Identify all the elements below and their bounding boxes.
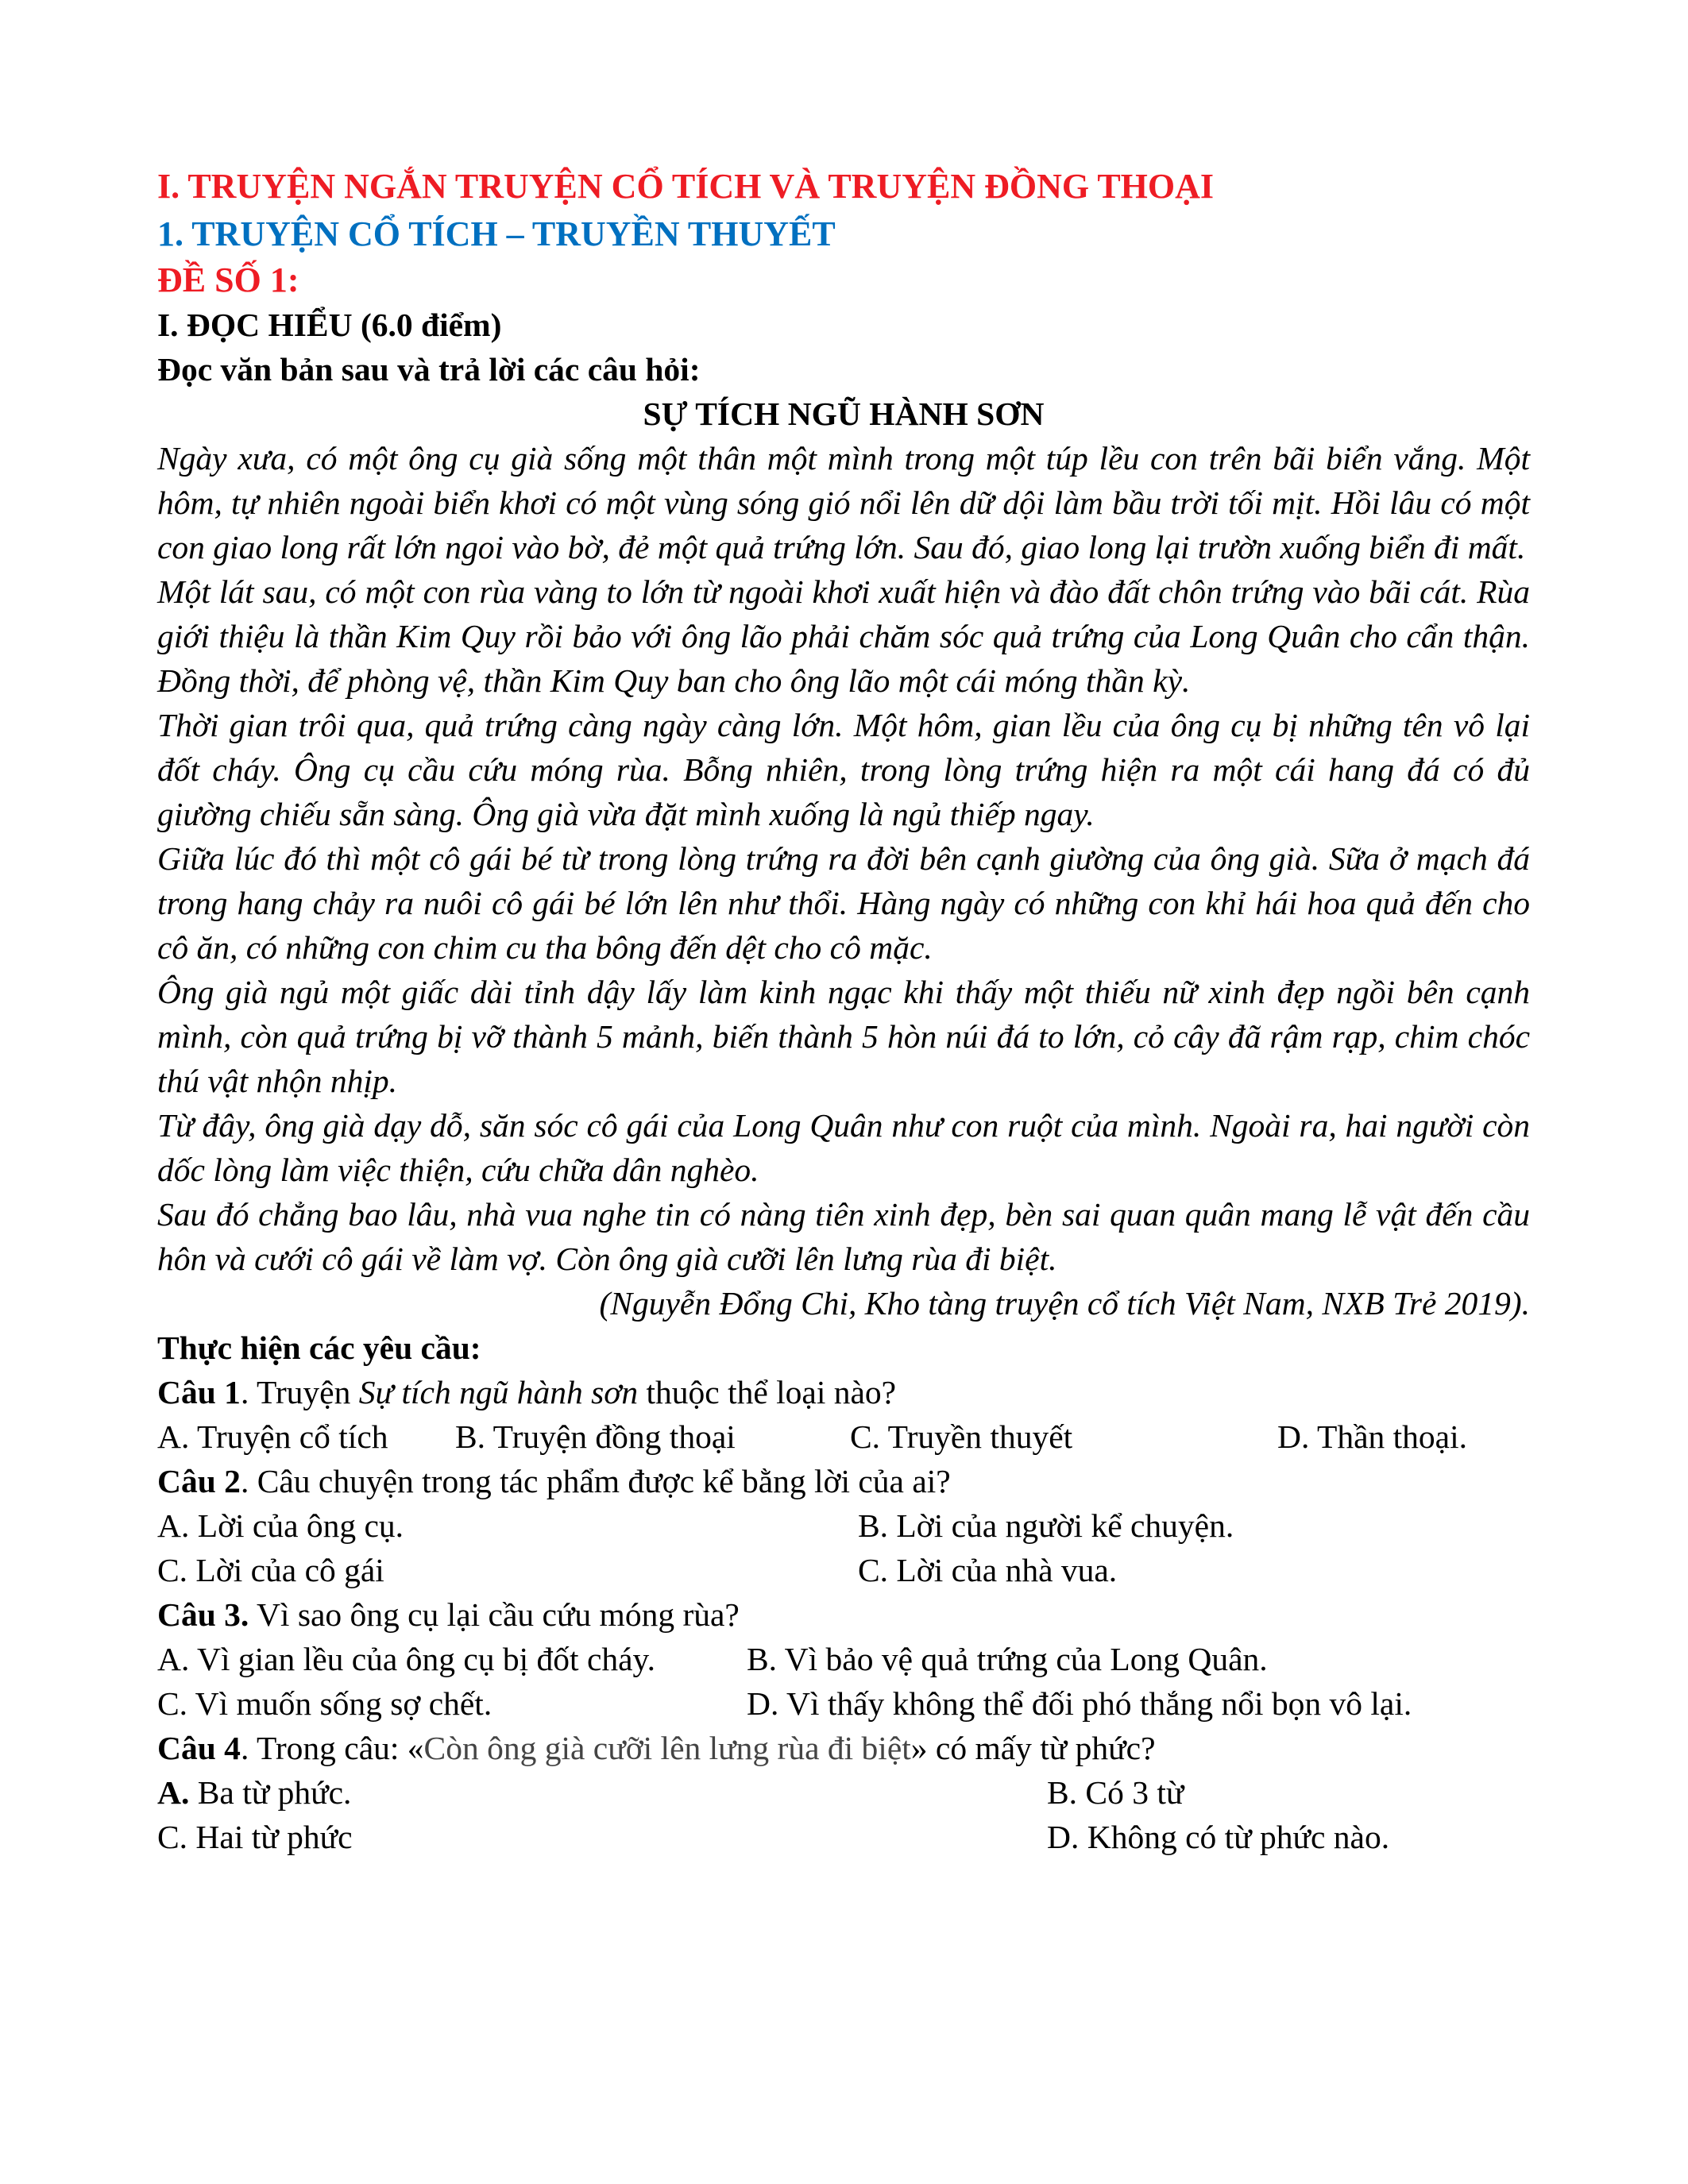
story-source: (Nguyễn Đổng Chi, Kho tàng truyện cổ tích Việt Nam, NXB Trẻ 2019).	[599, 1285, 1530, 1322]
question-label: Câu 4	[157, 1730, 241, 1766]
question-2-options-row-1	[157, 1503, 1530, 1548]
option-a-letter: A.	[157, 1774, 190, 1811]
question-3	[157, 1592, 1530, 1637]
part-heading: I. ĐỌC HIỂU (6.0 điểm)	[157, 307, 502, 343]
document-page	[157, 163, 1530, 1859]
question-label: Câu 2	[157, 1463, 241, 1499]
option-a[interactable]	[157, 1770, 351, 1815]
subsection-title: 1. TRUYỆN CỔ TÍCH – TRUYỀN THUYẾT	[157, 214, 836, 253]
story-paragraph: Thời gian trôi qua, quả trứng càng ngày càng lớn. Một hôm, gian lều của ông cụ bị những tên vô lại đốt cháy. Ông cụ cầu cứu móng rùa. Bỗng nhiên, trong lòng trứng hiện ra một cái hang đá có đủ giường chiếu sẵn sàng. Ông già vừa đặt mình xuống là ngủ thiếp ngay.	[157, 707, 1530, 832]
question-text: . Truyện	[240, 1374, 359, 1410]
option-c[interactable]: C. Truyền thuyết	[850, 1418, 1073, 1455]
story-paragraph: Từ đây, ông già dạy dỗ, săn sóc cô gái của Long Quân như con ruột của mình. Ngoài ra, hai người còn dốc lòng làm việc thiện, cứu chữa dân nghèo.	[157, 1107, 1530, 1188]
section-title: I. TRUYỆN NGẮN TRUYỆN CỔ TÍCH VÀ TRUYỆN ĐỒNG THOẠI	[157, 167, 1215, 206]
instruction: Đọc văn bản sau và trả lời các câu hỏi:	[157, 351, 701, 388]
question-text: Vì sao ông cụ lại cầu cứu móng rùa?	[249, 1596, 740, 1633]
question-4-options-row-1	[157, 1770, 1530, 1815]
question-text-italic: Sự tích ngũ hành sơn	[358, 1374, 639, 1410]
question-text: thuộc thể loại nào?	[638, 1374, 897, 1410]
option-b[interactable]: B. Có 3 từ	[1047, 1774, 1184, 1811]
option-a[interactable]: A. Lời của ông cụ.	[157, 1507, 404, 1544]
question-text: . Câu chuyện trong tác phẩm được kể bằng lời của ai?	[240, 1463, 951, 1499]
option-b[interactable]: B. Lời của người kể chuyện.	[858, 1507, 1234, 1544]
question-1	[157, 1370, 1530, 1414]
story-paragraph: Giữa lúc đó thì một cô gái bé từ trong lòng trứng ra đời bên cạnh giường của ông già. Sữa ở mạch đá trong hang chảy ra nuôi cô gái bé lớn lên như thổi. Hàng ngày có những con khỉ hái hoa quả đến cho cô ăn, có những con chim cu tha bông đến dệt cho cô mặc.	[157, 840, 1530, 966]
question-4	[157, 1726, 1530, 1770]
question-text: . Trong câu: «	[240, 1730, 424, 1766]
option-a[interactable]: A. Truyện cổ tích	[157, 1418, 388, 1455]
question-4-options-row-2	[157, 1815, 1530, 1859]
story-title: SỰ TÍCH NGŨ HÀNH SƠN	[643, 396, 1045, 432]
exam-label: ĐỀ SỐ 1:	[157, 260, 299, 299]
story-paragraph: Một lát sau, có một con rùa vàng to lớn từ ngoài khơi xuất hiện và đào đất chôn trứng vào bãi cát. Rùa giới thiệu là thần Kim Quy rồi bảo với ông lão phải chăm sóc quả trứng của Long Quân cho cẩn thận. Đồng thời, để phòng vệ, thần Kim Quy ban cho ông lão một cái móng thần kỳ.	[157, 573, 1530, 699]
option-d[interactable]: D. Không có từ phức nào.	[1047, 1819, 1390, 1855]
question-2	[157, 1459, 1530, 1503]
question-2-options-row-2	[157, 1548, 1530, 1592]
option-b[interactable]: B. Vì bảo vệ quả trứng của Long Quân.	[747, 1641, 1268, 1677]
option-c[interactable]: C. Hai từ phức	[157, 1819, 353, 1855]
question-quote: Còn ông già cưỡi lên lưng rùa đi biệt	[423, 1730, 911, 1766]
story-paragraph: Ngày xưa, có một ông cụ già sống một thân một mình trong một túp lều con trên bãi biển vắng. Một hôm, tự nhiên ngoài biển khơi có một vùng sóng gió nổi lên dữ dội làm bầu trời tối mịt. Hồi lâu có một con giao long rất lớn ngoi vào bờ, đẻ một quả trứng lớn. Sau đó, giao long lại trườn xuống biển đi mất.	[157, 440, 1530, 565]
option-b[interactable]: B. Truyện đồng thoại	[455, 1418, 736, 1455]
option-d[interactable]: C. Lời của nhà vua.	[858, 1552, 1118, 1588]
question-text: » có mấy từ phức?	[910, 1730, 1156, 1766]
option-d[interactable]: D. Thần thoại.	[1277, 1418, 1467, 1455]
option-a-text: Ba từ phức.	[189, 1774, 352, 1811]
option-c[interactable]: C. Lời của cô gái	[157, 1552, 384, 1588]
tasks-heading: Thực hiện các yêu cầu:	[157, 1329, 481, 1366]
story-paragraph: Sau đó chẳng bao lâu, nhà vua nghe tin có nàng tiên xinh đẹp, bèn sai quan quân mang lễ vật đến cầu hôn và cưới cô gái về làm vợ. Còn ông già cưỡi lên lưng rùa đi biệt.	[157, 1196, 1530, 1277]
question-3-options-row-1	[157, 1637, 1530, 1681]
option-d[interactable]: D. Vì thấy không thể đối phó thắng nổi bọn vô lại.	[747, 1685, 1412, 1722]
question-label: Câu 1	[157, 1374, 241, 1410]
question-3-options-row-2	[157, 1681, 1530, 1726]
option-c[interactable]: C. Vì muốn sống sợ chết.	[157, 1685, 492, 1722]
story-paragraph: Ông già ngủ một giấc dài tỉnh dậy lấy làm kinh ngạc khi thấy một thiếu nữ xinh đẹp ngồi bên cạnh mình, còn quả trứng bị vỡ thành 5 mảnh, biến thành 5 hòn núi đá to lớn, cỏ cây đã rậm rạp, chim chóc thú vật nhộn nhịp.	[157, 974, 1530, 1099]
option-a[interactable]: A. Vì gian lều của ông cụ bị đốt cháy.	[157, 1641, 655, 1677]
question-label: Câu 3.	[157, 1596, 249, 1633]
story-text	[157, 436, 1530, 1281]
question-1-options	[157, 1414, 1530, 1459]
